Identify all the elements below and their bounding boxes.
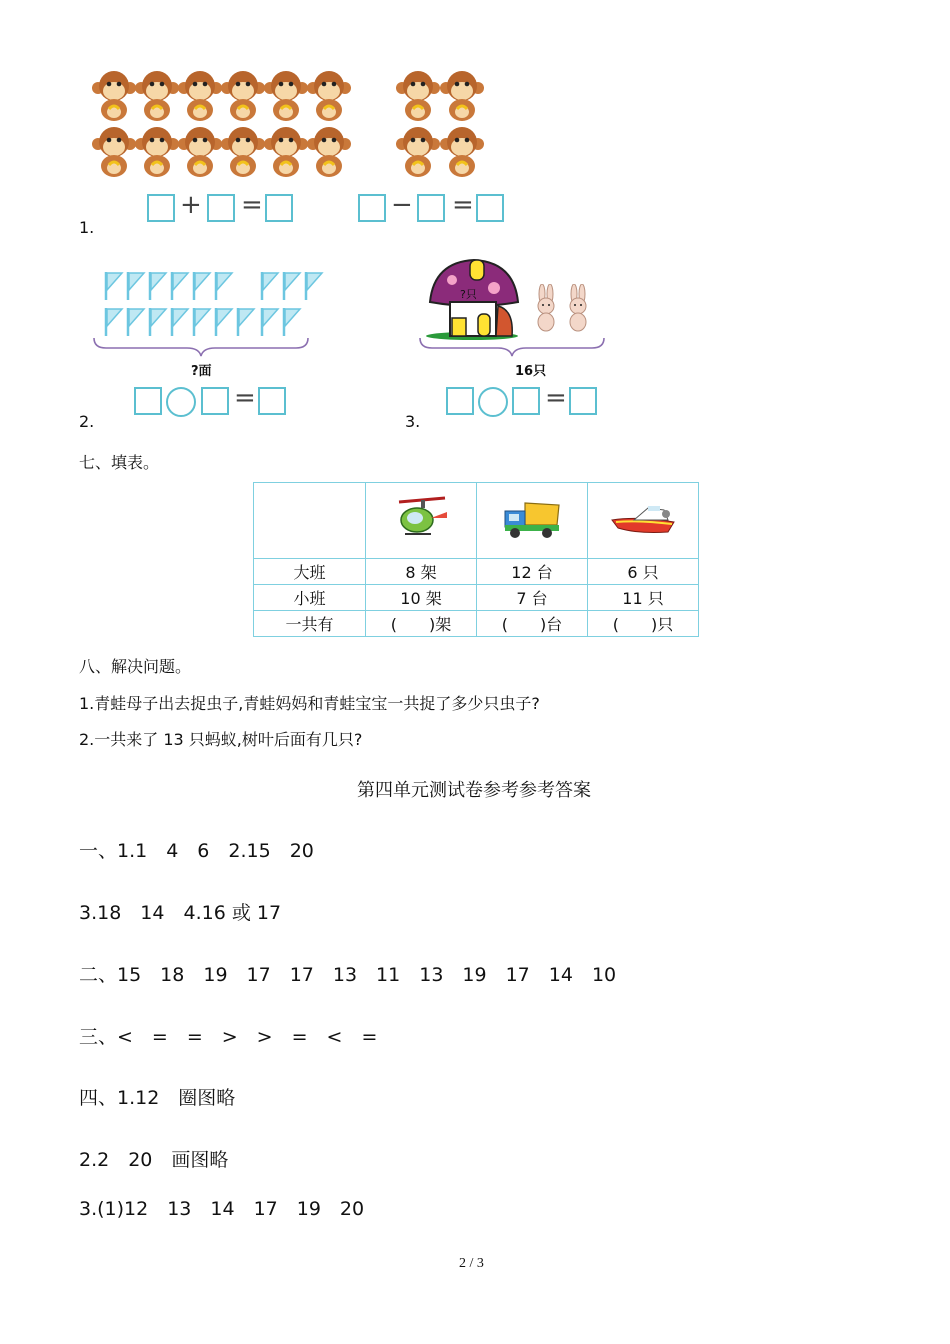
operator-circle[interactable] xyxy=(166,387,196,417)
table-header-cell xyxy=(477,483,588,559)
table-cell: 10 架 xyxy=(366,585,477,611)
table-answer-cell[interactable]: ( )架 xyxy=(366,611,477,637)
answer-box[interactable] xyxy=(476,194,504,222)
answer-box[interactable] xyxy=(207,194,235,222)
minus-sign: − xyxy=(391,190,413,220)
section-heading: 八、解决问题。 xyxy=(79,657,192,676)
answer-box[interactable] xyxy=(265,194,293,222)
table-corner xyxy=(254,483,366,559)
brace-label: ?面 xyxy=(191,364,212,379)
answer-box[interactable] xyxy=(147,194,175,222)
answer-line: 3.18 14 4.16 或 17 xyxy=(79,902,282,924)
problem-text: 2.一共来了 13 只蚂蚁,树叶后面有几只? xyxy=(79,730,363,749)
answer-box[interactable] xyxy=(417,194,445,222)
flag-group xyxy=(100,270,330,340)
page-number: 2 / 3 xyxy=(459,1256,484,1271)
question-number: 2. xyxy=(79,412,95,431)
operator-circle[interactable] xyxy=(478,387,508,417)
table-cell: 7 台 xyxy=(477,585,588,611)
table-cell: 8 架 xyxy=(366,559,477,585)
answer-line: 四、1.12 圈图略 xyxy=(79,1087,236,1109)
table-header-cell xyxy=(366,483,477,559)
brace-label: 16只 xyxy=(515,364,547,379)
answers-title: 第四单元测试卷参考参考答案 xyxy=(357,780,591,801)
row-label: 小班 xyxy=(254,585,366,611)
brace xyxy=(418,336,606,358)
question-number: 1. xyxy=(79,218,95,237)
answer-line: 二、15 18 19 17 17 13 11 13 19 17 14 10 xyxy=(79,964,617,986)
monkey-group-left xyxy=(92,70,362,182)
answer-box[interactable] xyxy=(446,387,474,415)
table-cell: 6 只 xyxy=(588,559,699,585)
fill-table xyxy=(253,482,699,637)
answer-box[interactable] xyxy=(569,387,597,415)
row-label: 一共有 xyxy=(254,611,366,637)
truck-icon xyxy=(501,497,563,541)
equals-sign: = xyxy=(545,383,567,413)
answer-box[interactable] xyxy=(201,387,229,415)
plus-sign: + xyxy=(180,190,202,220)
answer-box[interactable] xyxy=(358,194,386,222)
monkey-group-right xyxy=(396,70,488,182)
table-answer-cell[interactable]: ( )台 xyxy=(477,611,588,637)
problem-text: 1.青蛙母子出去捉虫子,青蛙妈妈和青蛙宝宝一共捉了多少只虫子? xyxy=(79,694,540,713)
equals-sign: = xyxy=(452,190,474,220)
rabbit-icon xyxy=(528,284,598,332)
equals-sign: = xyxy=(234,383,256,413)
boat-icon xyxy=(608,498,678,540)
answer-box[interactable] xyxy=(512,387,540,415)
table-cell: 11 只 xyxy=(588,585,699,611)
question-number: 3. xyxy=(405,412,421,431)
equals-sign: = xyxy=(241,190,263,220)
row-label: 大班 xyxy=(254,559,366,585)
table-header-cell xyxy=(588,483,699,559)
helicopter-icon xyxy=(391,494,451,544)
brace xyxy=(92,336,310,358)
house-label: ?只 xyxy=(460,288,477,301)
table-answer-cell[interactable]: ( )只 xyxy=(588,611,699,637)
answer-line: 2.2 20 画图略 xyxy=(79,1149,229,1171)
table-cell: 12 台 xyxy=(477,559,588,585)
answer-line: 3.(1)12 13 14 17 19 20 xyxy=(79,1198,365,1220)
answer-line: 三、< = = > > = < = xyxy=(79,1026,378,1048)
answer-box[interactable] xyxy=(258,387,286,415)
mushroom-house-image xyxy=(424,258,520,340)
answer-line: 一、1.1 4 6 2.15 20 xyxy=(79,840,314,862)
answer-box[interactable] xyxy=(134,387,162,415)
section-heading: 七、填表。 xyxy=(79,453,160,472)
